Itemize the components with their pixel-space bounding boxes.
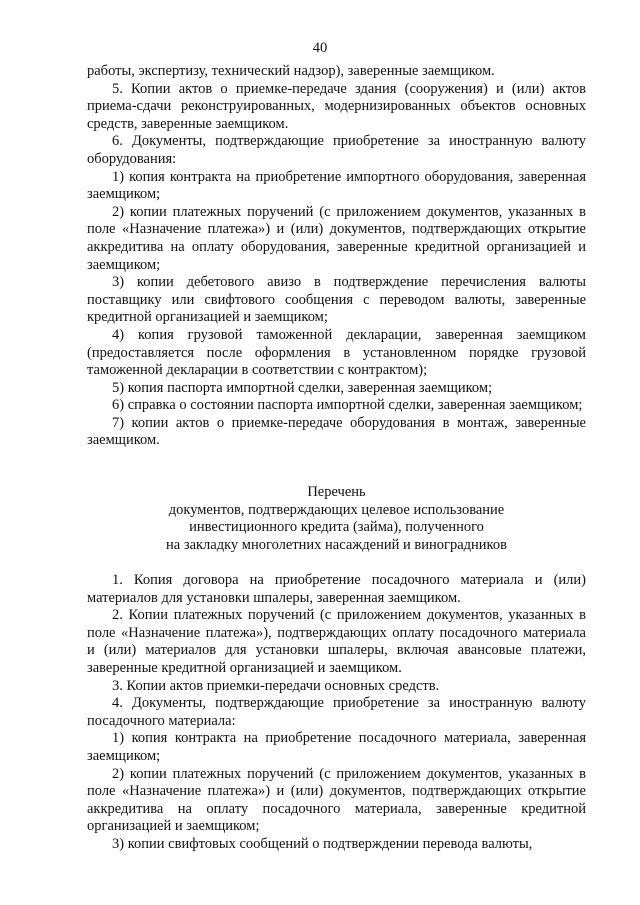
- paragraph: 2) копии платежных поручений (с приложением документов, указанных в поле «Назначение платежа») и (или) документов, подтверждающих открытие аккредитива на оплату посадочного материала, заверенные кредитной организацией и заемщиком;: [87, 765, 586, 835]
- section-heading: [87, 484, 586, 554]
- heading-line: документов, подтверждающих целевое использование: [168, 501, 505, 518]
- paragraph: 2. Копии платежных поручений (с приложением документов, указанных в поле «Назначение платежа»), подтверждающих оплату посадочного материала и (или) материалов для установки шпалеры, включая авансовые платежи, заверенные кредитной организацией и заемщиком.: [87, 607, 586, 676]
- paragraph: 3) копии свифтовых сообщений о подтверждении перевода валюты,: [112, 835, 533, 852]
- heading-line: на закладку многолетних насаждений и виноградников: [166, 536, 507, 553]
- paragraph: 5. Копии актов о приемке-передаче здания (сооружения) и (или) актов приема-сдачи реконструированных, модернизированных объектов основных средств, заверенные заемщиком.: [87, 80, 586, 132]
- paragraph: 6. Документы, подтверждающие приобретение за иностранную валюту оборудования:: [87, 133, 586, 167]
- paragraph: 4) копия грузовой таможенной декларации, заверенная заемщиком (предоставляется после оформления в установленном порядке грузовой таможенной декларации в соответствии с контрактом);: [87, 326, 586, 379]
- document-section-2: [87, 572, 586, 854]
- paragraph: 3) копии дебетового авизо в подтверждение перечисления валюты поставщику или свифтового сообщения с переводом валюты, заверенные кредитной организацией и заемщиком;: [87, 274, 586, 326]
- paragraph: 1) копия контракта на приобретение посадочного материала, заверенная заемщиком;: [87, 730, 586, 764]
- paragraph: 1. Копия договора на приобретение посадочного материала и (или) материалов для установки шпалеры, заверенная заемщиком.: [87, 572, 586, 606]
- page-number: 40: [312, 40, 328, 56]
- paragraph: 5) копия паспорта импортной сделки, заверенная заемщиком;: [112, 379, 493, 396]
- paragraph: 4. Документы, подтверждающие приобретение за иностранную валюту посадочного материала:: [87, 695, 586, 729]
- document-section-1: [87, 63, 586, 450]
- paragraph: 1) копия контракта на приобретение импортного оборудования, заверенная заемщиком;: [87, 168, 586, 203]
- paragraph: 3. Копии актов приемки-передачи основных средств.: [112, 677, 440, 694]
- paragraph: работы, экспертизу, технический надзор), заверенные заемщиком.: [87, 63, 495, 79]
- paragraph: 7) копии актов о приемке-передаче оборудования в монтаж, заверенные заемщиком.: [87, 414, 586, 449]
- paragraph: 2) копии платежных поручений (с приложением документов, указанных в поле «Назначение платежа») и (или) документов, подтверждающих открытие аккредитива на оплату оборудования, заверенные кредитной организацией и заемщиком;: [87, 203, 586, 273]
- heading-line: Перечень: [307, 484, 366, 500]
- heading-line: инвестиционного кредита (займа), полученного: [189, 519, 484, 536]
- paragraph: 6) справка о состоянии паспорта импортной сделки, заверенная заемщиком;: [112, 397, 583, 414]
